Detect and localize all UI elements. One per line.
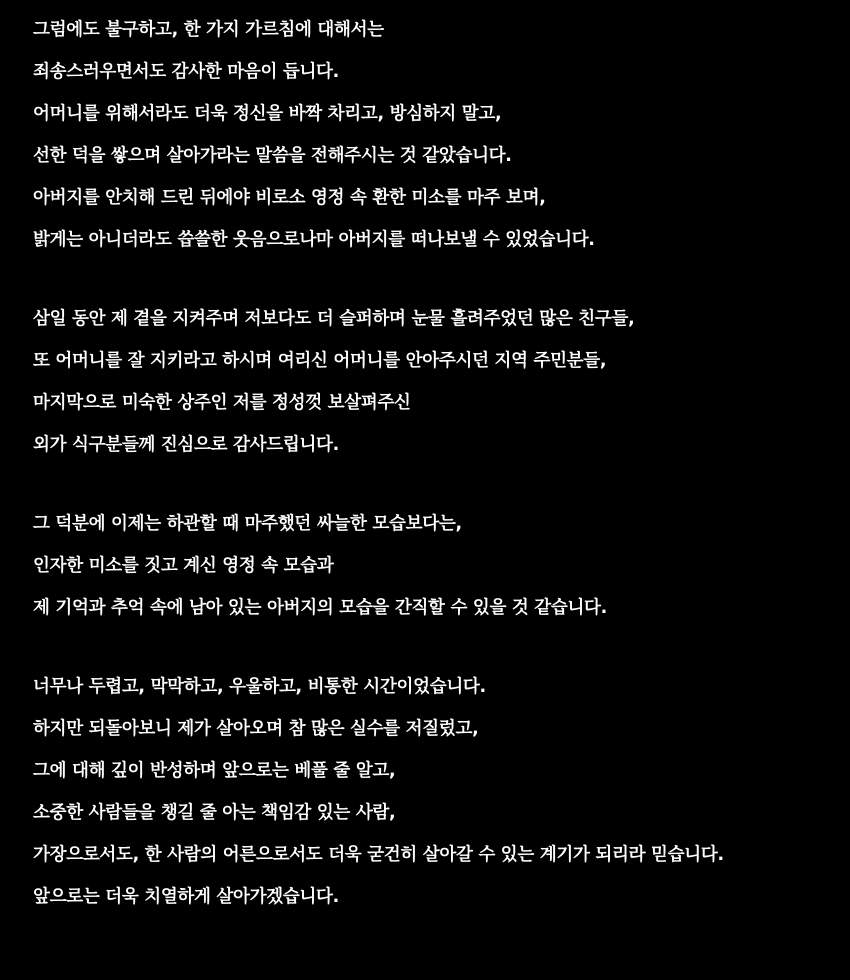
text-line: 삼일 동안 제 곁을 지켜주며 저보다도 더 슬퍼하며 눈물 흘려주었던 많은 친구들,	[33, 309, 635, 329]
text-line: 아버지를 안치해 드린 뒤에야 비로소 영정 속 환한 미소를 마주 보며,	[33, 188, 546, 208]
text-line: 또 어머니를 잘 지키라고 하시며 여리신 어머니를 안아주시던 지역 주민분들,	[33, 351, 607, 371]
text-line: 선한 덕을 쌓으며 살아가라는 말씀을 전해주시는 것 같았습니다.	[33, 146, 512, 166]
text-line: 어머니를 위해서라도 더욱 정신을 바짝 차리고, 방심하지 말고,	[33, 104, 502, 124]
text-line: 그에 대해 깊이 반성하며 앞으로는 베풀 줄 알고,	[33, 761, 396, 781]
text-line: 외가 식구분들께 진심으로 감사드립니다.	[33, 435, 340, 455]
paragraph-4	[33, 666, 843, 918]
text-line: 밝게는 아니더라도 씁쓸한 웃음으로나마 아버지를 떠나보낼 수 있었습니다.	[33, 230, 595, 250]
text-line: 하지만 되돌아보니 제가 살아오며 참 많은 실수를 저질렀고,	[33, 719, 479, 739]
text-line: 너무나 두렵고, 막막하고, 우울하고, 비통한 시간이었습니다.	[33, 677, 486, 697]
text-line: 소중한 사람들을 챙길 줄 아는 책임감 있는 사람,	[33, 803, 396, 823]
text-line: 죄송스러우면서도 감사한 마음이 듭니다.	[33, 62, 340, 82]
letter-body	[33, 9, 843, 955]
text-line: 앞으로는 더욱 치열하게 살아가겠습니다.	[33, 887, 340, 907]
text-line: 인자한 미소를 짓고 계신 영정 속 모습과	[33, 556, 334, 576]
text-line: 가장으로서도, 한 사람의 어른으로서도 더욱 굳건히 살아갈 수 있는 계기가 되리라 믿습니다.	[33, 845, 724, 865]
paragraph-2	[33, 298, 843, 466]
paragraph-3	[33, 503, 843, 629]
text-line: 그 덕분에 이제는 하관할 때 마주했던 싸늘한 모습보다는,	[33, 514, 462, 534]
text-line: 마지막으로 미숙한 상주인 저를 정성껏 보살펴주신	[33, 393, 411, 413]
text-line: 그럼에도 불구하고, 한 가지 가르침에 대해서는	[33, 20, 384, 40]
text-line: 제 기억과 추억 속에 남아 있는 아버지의 모습을 간직할 수 있을 것 같습니다.	[33, 598, 608, 618]
paragraph-1	[33, 9, 843, 261]
